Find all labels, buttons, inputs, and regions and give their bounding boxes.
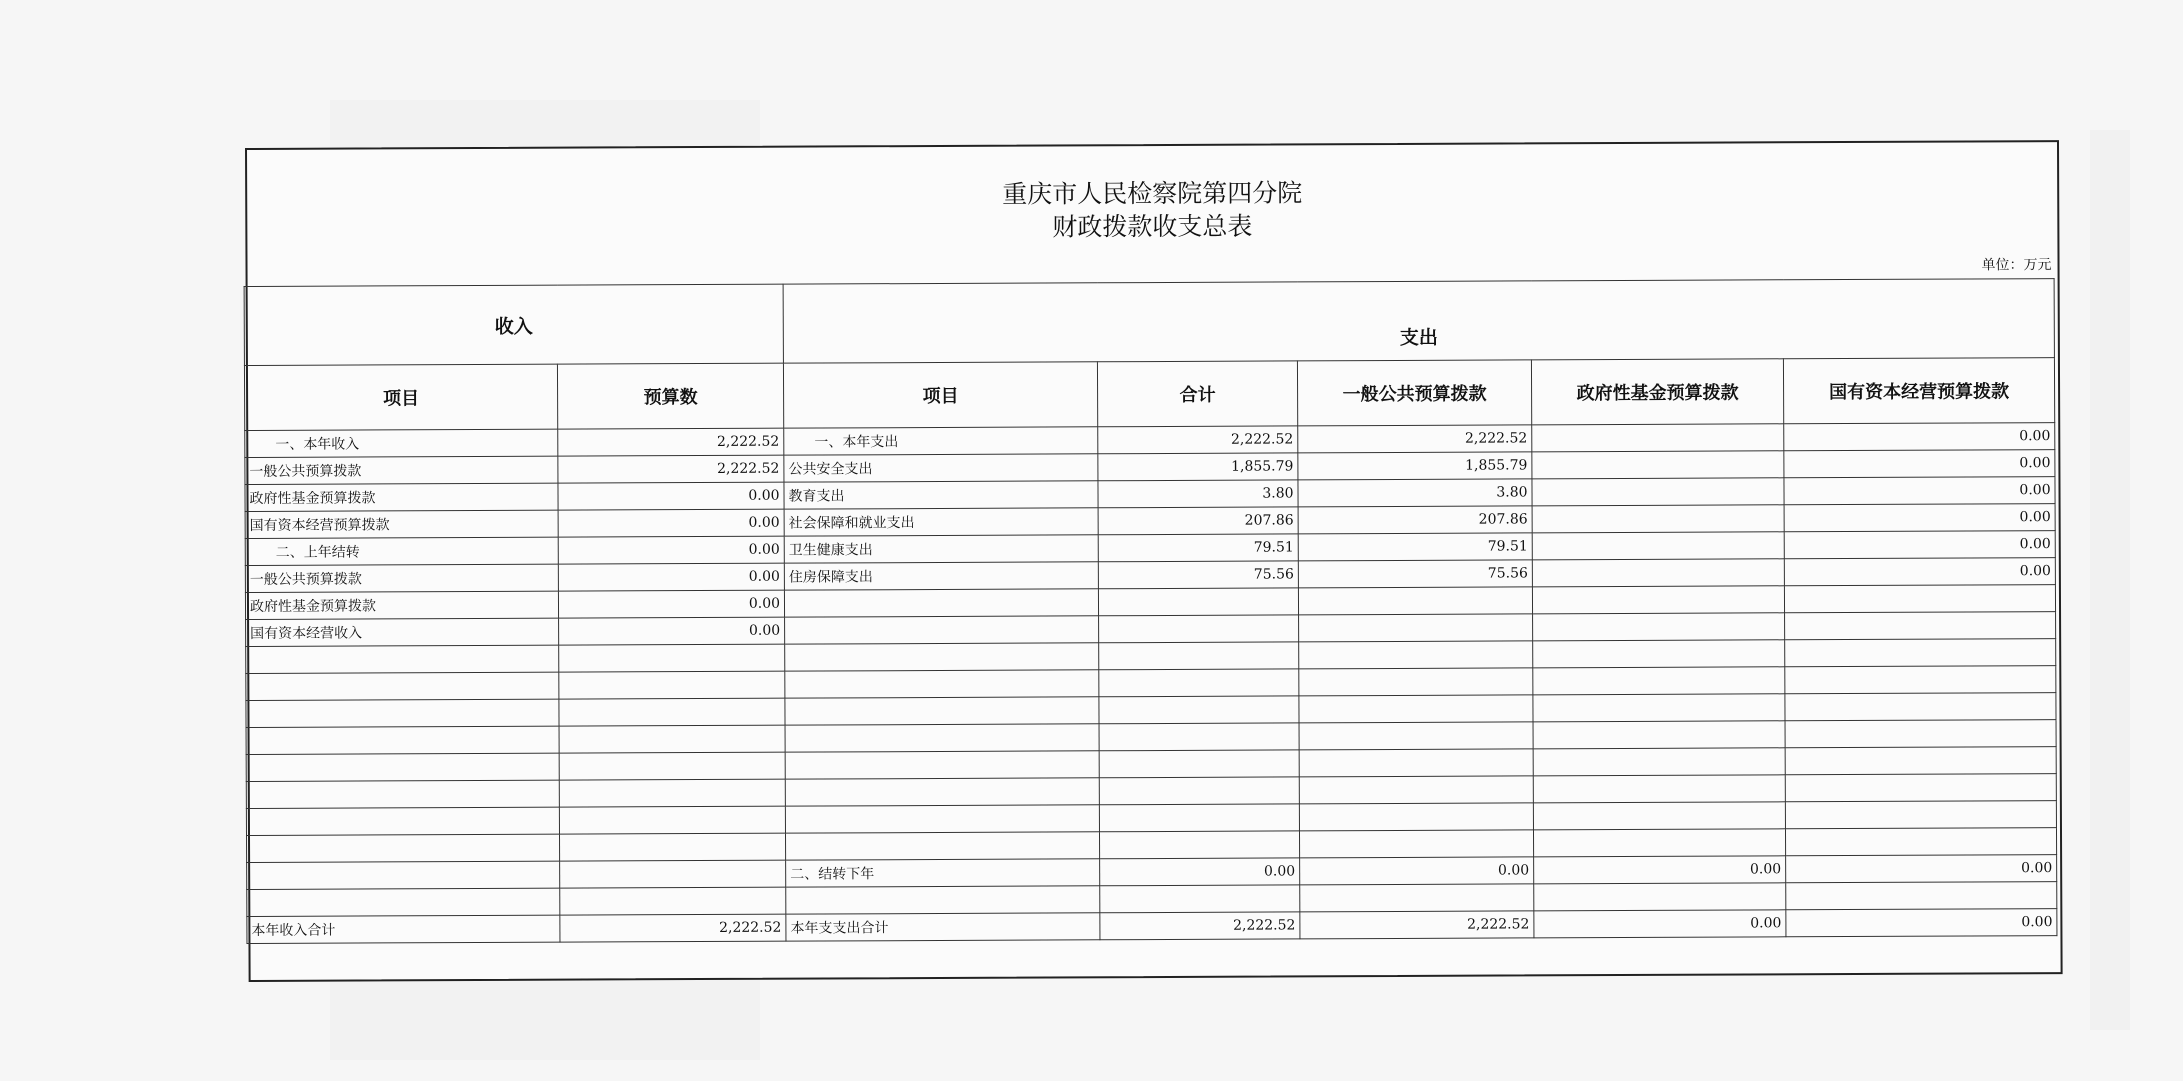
general-value: 1,855.79 — [1298, 452, 1532, 480]
expense-total-value: 2,222.52 — [1100, 912, 1300, 940]
total-value: 75.56 — [1098, 561, 1298, 589]
expense-item: 卫生健康支出 — [784, 535, 1098, 563]
expense-item: 社会保障和就业支出 — [784, 508, 1098, 536]
total-value: 1,855.79 — [1098, 453, 1298, 481]
expense-item-header: 项目 — [783, 362, 1097, 428]
income-value: 0.00 — [558, 590, 784, 618]
income-item: 一般公共预算拨款 — [245, 564, 558, 592]
carry-total: 0.00 — [1100, 858, 1300, 886]
general-total-value: 2,222.52 — [1300, 911, 1534, 939]
gov-fund-value — [1532, 532, 1784, 560]
total-value: 79.51 — [1098, 534, 1298, 562]
budget-table — [244, 278, 2058, 944]
expense-header: 支出 — [783, 279, 2054, 364]
state-capital-value — [1785, 612, 2056, 640]
total-value — [1098, 588, 1298, 616]
income-value: 0.00 — [558, 536, 784, 564]
expense-total-label: 本年支支出合计 — [786, 913, 1100, 941]
income-value: 0.00 — [559, 617, 785, 645]
gov-fund-header: 政府性基金预算拨款 — [1531, 359, 1783, 425]
general-value — [1298, 587, 1532, 615]
income-item: 二、上年结转 — [245, 537, 558, 565]
state-capital-value: 0.00 — [1784, 450, 2055, 478]
gov-fund-value — [1532, 586, 1784, 614]
income-item: 国有资本经营预算拨款 — [245, 510, 558, 538]
expense-item: 教育支出 — [784, 481, 1098, 509]
income-header: 收入 — [244, 284, 783, 365]
income-value: 0.00 — [558, 482, 784, 510]
general-budget-header: 一般公共预算拨款 — [1297, 360, 1531, 426]
income-budget-header: 预算数 — [557, 363, 783, 429]
report-org-title: 重庆市人民检察院第四分院 — [1002, 178, 1303, 209]
gov-fund-value — [1532, 559, 1784, 587]
gov-fund-value — [1532, 505, 1784, 533]
state-capital-value — [1784, 585, 2055, 613]
gov-fund-value — [1533, 613, 1785, 641]
gov-fund-total-value: 0.00 — [1534, 910, 1786, 938]
income-item: 一、本年收入 — [245, 429, 558, 457]
gov-fund-value — [1532, 451, 1784, 479]
carry-forward-item: 二、结转下年 — [786, 859, 1100, 887]
state-capital-value: 0.00 — [1784, 477, 2055, 505]
expense-item — [784, 589, 1098, 617]
carry-state-capital: 0.00 — [1786, 855, 2057, 883]
general-value: 75.56 — [1298, 560, 1532, 588]
total-header: 合计 — [1097, 361, 1297, 427]
total-value — [1099, 615, 1299, 643]
general-value: 79.51 — [1298, 533, 1532, 561]
income-item: 国有资本经营收入 — [246, 618, 559, 646]
income-value: 0.00 — [558, 509, 784, 537]
income-value: 2,222.52 — [558, 455, 784, 483]
gov-fund-value — [1532, 424, 1784, 452]
report-table-title: 财政拨款收支总表 — [1052, 211, 1253, 242]
total-value: 3.80 — [1098, 480, 1298, 508]
state-capital-header: 国有资本经营预算拨款 — [1783, 358, 2054, 424]
gov-fund-value — [1532, 478, 1784, 506]
unit-label: 单位：万元 — [1981, 257, 2052, 274]
expense-item: 公共安全支出 — [784, 454, 1098, 482]
expense-item — [785, 616, 1099, 644]
income-total-label: 本年收入合计 — [247, 915, 560, 943]
carry-gov-fund: 0.00 — [1534, 856, 1786, 884]
expense-item: 一、本年支出 — [784, 427, 1098, 455]
state-capital-value: 0.00 — [1784, 558, 2055, 586]
expense-item: 住房保障支出 — [784, 562, 1098, 590]
carry-general: 0.00 — [1300, 857, 1534, 885]
income-value: 0.00 — [558, 563, 784, 591]
income-item: 一般公共预算拨款 — [245, 456, 558, 484]
state-capital-value: 0.00 — [1784, 504, 2055, 532]
total-value: 207.86 — [1098, 507, 1298, 535]
income-item-header: 项目 — [244, 364, 557, 430]
state-capital-value: 0.00 — [1784, 423, 2055, 451]
total-value: 2,222.52 — [1098, 426, 1298, 454]
report-sheet — [245, 140, 2063, 982]
state-capital-value: 0.00 — [1784, 531, 2055, 559]
income-value: 2,222.52 — [558, 428, 784, 456]
general-value: 207.86 — [1298, 506, 1532, 534]
state-capital-total-value: 0.00 — [1786, 909, 2057, 937]
show-through-strip — [2090, 130, 2130, 1030]
income-item: 政府性基金预算拨款 — [245, 483, 558, 511]
general-value: 3.80 — [1298, 479, 1532, 507]
income-total-value: 2,222.52 — [560, 914, 786, 942]
general-value — [1299, 614, 1533, 642]
income-item: 政府性基金预算拨款 — [245, 591, 558, 619]
general-value: 2,222.52 — [1298, 425, 1532, 453]
